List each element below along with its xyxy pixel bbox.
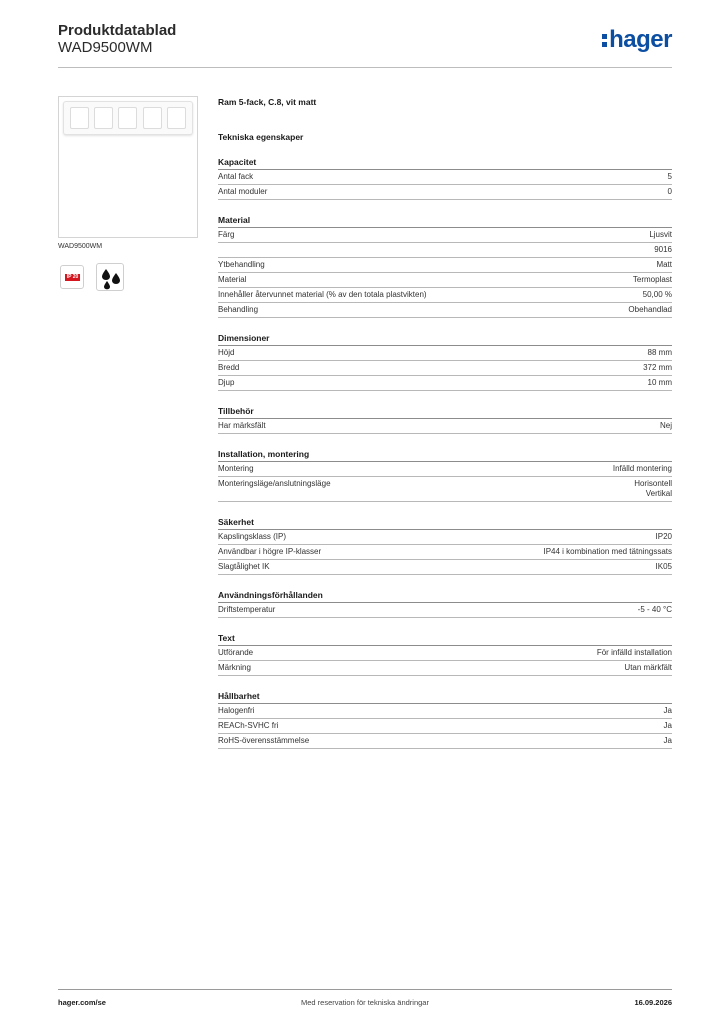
spec-value-line: Ljusvit [649,230,672,239]
section-spacer [218,575,672,589]
spec-value [660,421,672,431]
spec-label: Märkning [218,663,251,672]
spec-value [656,532,672,542]
spec-row [218,376,672,391]
spec-row [218,734,672,749]
spec-label: Har märksfält [218,421,266,430]
spec-row [218,419,672,434]
spec-value-line: Nej [659,421,672,430]
spec-label: Färg [218,230,235,239]
spec-row [218,646,672,661]
spec-row [218,303,672,318]
spec-label: Innehåller återvunnet material (% av den totala plastvikten) [218,290,427,299]
spec-value-line: Termoplast [632,275,672,284]
logo-dots-icon [602,30,607,48]
section-spacer [218,318,672,332]
spec-value-line: Ja [663,706,672,715]
section-spacer [218,618,672,632]
spec-value [613,464,672,474]
section-spacer [218,676,672,690]
spec-label: Monteringsläge/anslutningsläge [218,479,331,488]
frame-illustration [63,101,193,135]
spec-sections [218,145,672,749]
spec-value [668,187,672,197]
footer-date: 16.09.2026 [634,998,672,1007]
spec-label: Kapslingsklass (IP) [218,532,287,541]
spec-row [218,719,672,734]
spec-value-line: Utan märkfält [624,663,672,672]
spec-value [597,648,672,658]
spec-label: Montering [218,464,254,473]
spec-value-line: 372 mm [643,363,672,372]
frame-slot [118,107,137,129]
product-image [58,96,198,238]
spec-label: Ytbehandling [218,260,265,269]
spec-value [633,275,672,285]
footer-disclaimer: Med reservation för tekniska ändringar [301,998,429,1007]
spec-value [628,305,672,315]
spec-row [218,258,672,273]
spec-label: Djup [218,378,235,387]
spec-label: Höjd [218,348,235,357]
section-title: Tillbehör [218,405,672,419]
spec-value [656,260,672,270]
water-drops-icon [96,263,124,291]
spec-value [664,736,672,746]
product-code: WAD9500WM [58,39,153,56]
spec-heading: Tekniska egenskaper [218,132,304,142]
section-title: Kapacitet [218,156,672,170]
section-spacer [218,145,672,156]
spec-label: Behandling [218,305,259,314]
frame-slot [70,107,89,129]
spec-value [668,172,672,182]
frame-slot [167,107,186,129]
spec-value-line: För infälld installation [596,648,672,657]
spec-row [218,288,672,303]
product-name: Ram 5-fack, C.8, vit matt [218,97,317,107]
document-title: Produktdatablad [58,22,177,39]
spec-row [218,560,672,575]
spec-value [649,230,672,240]
spec-row [218,273,672,288]
spec-value-line: 10 mm [647,378,672,387]
section-title: Installation, montering [218,448,672,462]
spec-value-line: Matt [656,260,672,269]
section-title: Dimensioner [218,332,672,346]
spec-row [218,361,672,376]
spec-value [638,605,672,615]
spec-value-line: -5 - 40 °C [637,605,672,614]
spec-value-line: 5 [667,172,672,181]
spec-value-line: Infälld montering [612,464,672,473]
spec-label: RoHS-överensstämmelse [218,736,310,745]
spec-value [648,348,672,358]
spec-value-line: 88 mm [647,348,672,357]
spec-value [654,245,672,255]
spec-row [218,228,672,243]
section-spacer [218,391,672,405]
spec-value-line: 9016 [654,245,672,254]
frame-slot [94,107,113,129]
spec-value-line: IK05 [655,562,672,571]
spec-value-line: Ja [663,736,672,745]
spec-row [218,603,672,618]
spec-value-line: Horisontell [634,479,672,488]
spec-value [643,290,672,300]
page-footer [58,989,672,1009]
spec-value-line: IP44 i kombination med tätningssats [543,547,672,556]
spec-row [218,545,672,560]
spec-value [664,721,672,731]
section-spacer [218,200,672,214]
page-header [58,22,672,68]
spec-value [624,663,672,673]
spec-value-line: Vertikal [645,489,672,498]
spec-row [218,477,672,502]
spec-row [218,243,672,258]
image-caption: WAD9500WM [58,243,103,250]
spec-value-line: Obehandlad [628,305,672,314]
spec-label: Antal fack [218,172,254,181]
spec-row [218,704,672,719]
spec-label: Driftstemperatur [218,605,276,614]
section-title: Säkerhet [218,516,672,530]
ip-rating-icon [60,265,84,289]
spec-label: Bredd [218,363,240,372]
spec-label: Slagtålighet IK [218,562,270,571]
footer-website: hager.com/se [58,998,106,1007]
spec-label: Material [218,275,247,284]
spec-value [648,378,672,388]
spec-value [656,562,672,572]
spec-row [218,170,672,185]
spec-value-line: 0 [667,187,672,196]
section-title: Hållbarhet [218,690,672,704]
spec-row [218,185,672,200]
spec-value [664,706,672,716]
spec-label: Antal moduler [218,187,268,196]
spec-label: Utförande [218,648,254,657]
spec-row [218,661,672,676]
logo-text: hager [609,26,672,53]
section-title: Material [218,214,672,228]
spec-row [218,346,672,361]
spec-label: Användbar i högre IP-klasser [218,547,322,556]
technical-specifications [218,96,672,749]
section-title: Text [218,632,672,646]
spec-value-line: 50,00 % [642,290,672,299]
spec-label: Halogenfri [218,706,255,715]
spec-value [643,363,672,373]
section-spacer [218,502,672,516]
frame-slot [143,107,162,129]
spec-value-line: Ja [663,721,672,730]
ip-rating-label: IP 20 [66,274,79,280]
spec-label: REACh-SVHC fri [218,721,279,730]
spec-value [634,479,672,499]
section-spacer [218,434,672,448]
hager-logo [602,28,672,52]
spec-value [543,547,672,557]
spec-value-line: IP20 [655,532,672,541]
spec-row [218,530,672,545]
section-title: Användningsförhållanden [218,589,672,603]
spec-row [218,462,672,477]
